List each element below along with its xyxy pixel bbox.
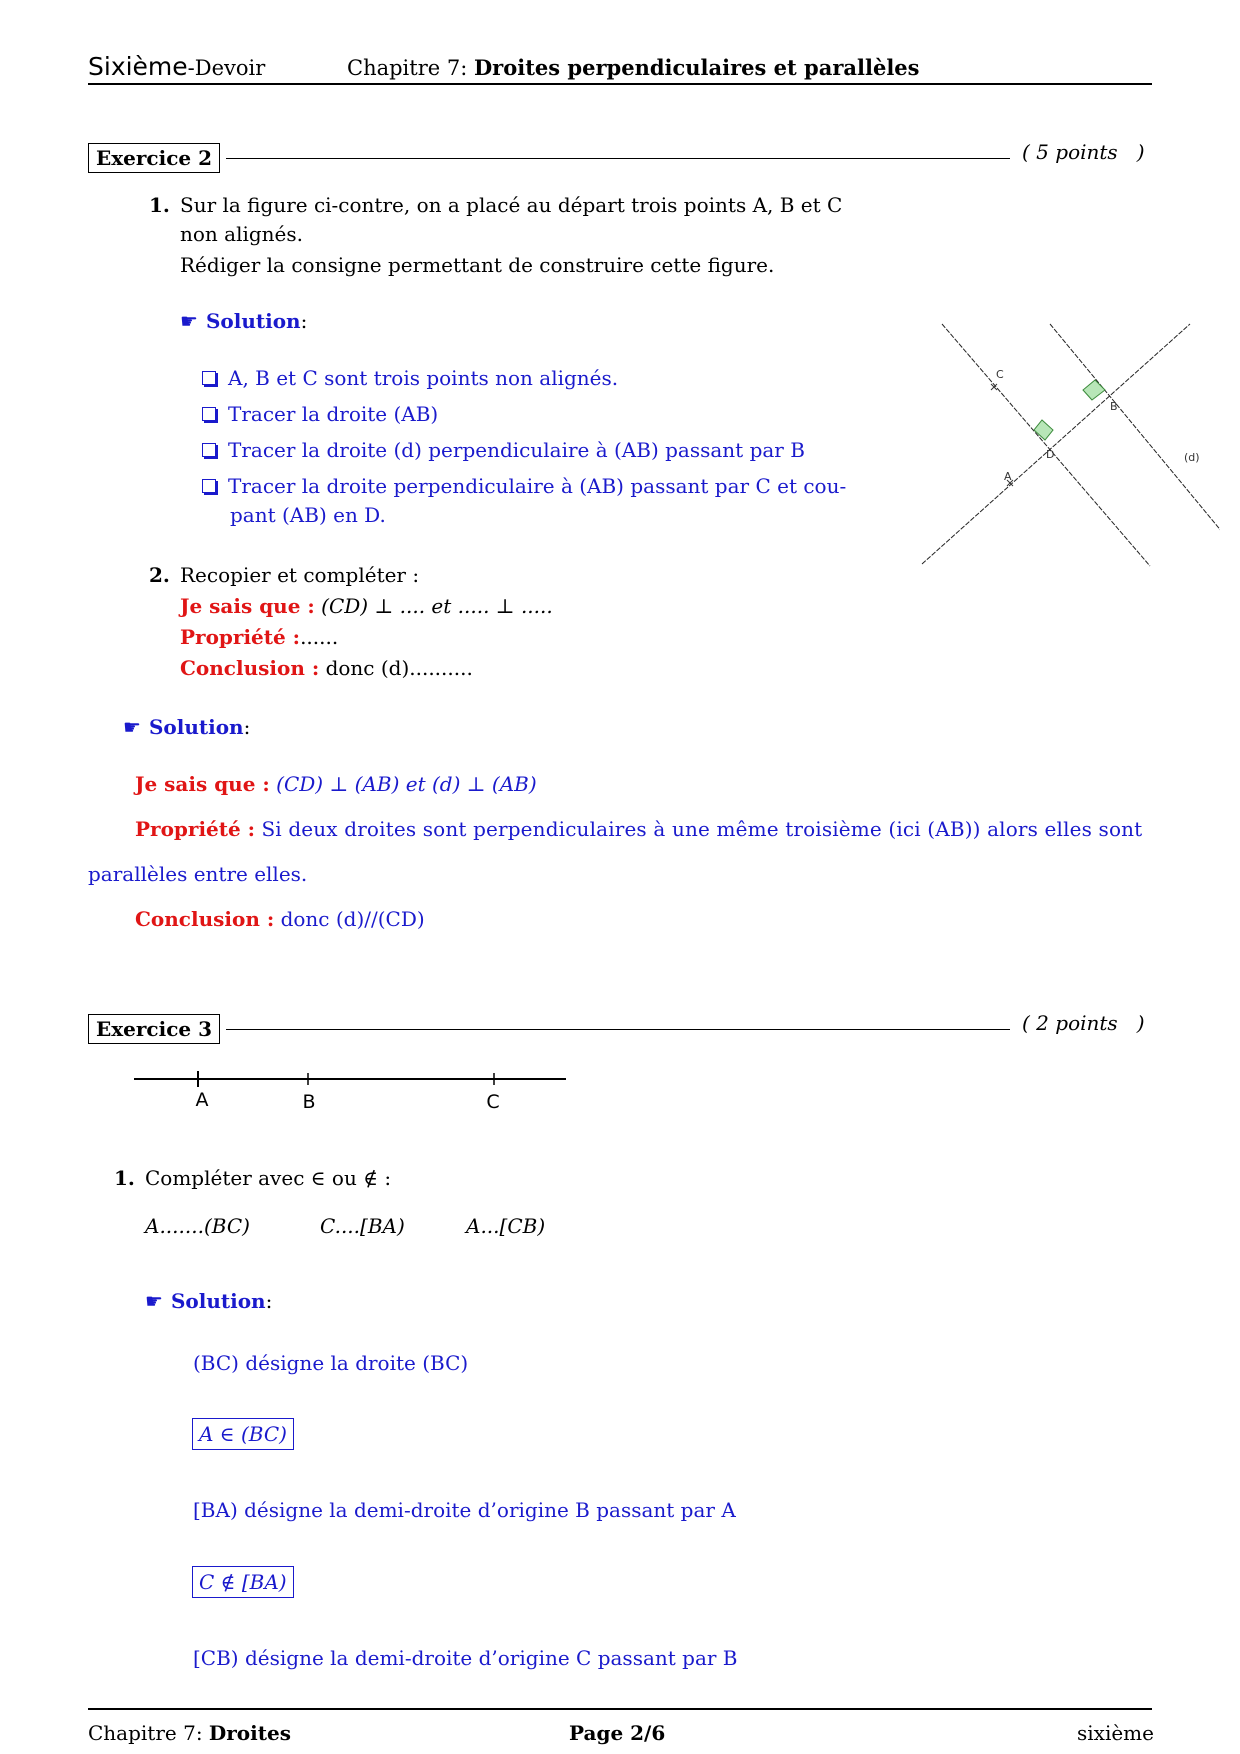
checkbox-bullet-icon xyxy=(202,443,216,457)
ex2-q1-line2: non alignés. xyxy=(180,222,304,246)
header-chapter: Chapitre 7: xyxy=(347,56,474,80)
ex3-solution-header: ☛ Solution: xyxy=(145,1289,273,1313)
pointing-hand-icon: ☛ xyxy=(145,1289,163,1313)
ex2-solution-item-1: A, B et C sont trois points non alignés. xyxy=(202,366,618,390)
ex3-fill-1: A.......(BC) xyxy=(145,1214,250,1238)
ex2-sol2-prop-cont: parallèles entre elles. xyxy=(88,862,308,886)
ex3-fill-3: A...[CB) xyxy=(466,1214,546,1238)
ex3-answer-box-1: A ∈ (BC) xyxy=(192,1418,294,1450)
ex2-q1-line1: Sur la figure ci-contre, on a placé au départ trois points A, B et C xyxy=(180,193,843,217)
ex2-q2-conc: Conclusion : donc (d).......... xyxy=(180,656,473,680)
ex2-q1-line3: Rédiger la consigne permettant de construire cette figure. xyxy=(180,253,775,277)
ex3-solution-2: [BA) désigne la demi-droite d’origine B passant par A xyxy=(193,1498,736,1522)
header-left xyxy=(88,52,265,81)
ex2-sol2-conc: Conclusion : donc (d)//(CD) xyxy=(135,907,425,931)
construction-figure xyxy=(900,310,1220,570)
ex3-answer-box-2: C ∉ [BA) xyxy=(192,1566,294,1598)
exercise-2-points: ( 5 points ) xyxy=(1022,140,1145,164)
ex2-sol2-prop: Propriété : Si deux droites sont perpendiculaires à une même troisième (ici (AB)) alors elles sont xyxy=(135,817,1143,841)
header-doc-type: -Devoir xyxy=(187,56,266,80)
header-title: Droites perpendiculaires et parallèles xyxy=(473,55,920,80)
header-center xyxy=(347,55,920,80)
ex3-q1-number: 1. xyxy=(114,1166,135,1190)
pointing-hand-icon: ☛ xyxy=(180,309,198,333)
checkbox-bullet-icon xyxy=(202,407,216,421)
right-angle-marker-b xyxy=(1083,380,1105,400)
exercise-2-title: Exercice 2 xyxy=(88,143,220,173)
ex3-q1-line: Compléter avec ∈ ou ∉ : xyxy=(145,1166,392,1190)
checkbox-bullet-icon xyxy=(202,371,216,385)
pointing-hand-icon: ☛ xyxy=(123,715,141,739)
exercise-3-title: Exercice 3 xyxy=(88,1014,220,1044)
ex2-solution-item-2: Tracer la droite (AB) xyxy=(202,402,438,426)
point-label-a: A xyxy=(195,1089,209,1111)
figure-label-a: A xyxy=(1004,470,1012,483)
ex2-q2-line: Recopier et compléter : xyxy=(180,563,420,587)
point-label-c: C xyxy=(486,1091,500,1112)
line-cd xyxy=(942,324,1150,566)
number-line-figure xyxy=(130,1062,570,1112)
figure-label-line-d: (d) xyxy=(1184,451,1200,464)
ex2-q2-number: 2. xyxy=(149,563,170,587)
right-angle-marker-d xyxy=(1034,420,1053,440)
exercise-3-rule xyxy=(226,1029,1010,1030)
line-d xyxy=(1050,324,1220,556)
ex2-solution-item-4: Tracer la droite perpendiculaire à (AB) passant par C et cou- xyxy=(202,474,846,498)
exercise-3-points: ( 2 points ) xyxy=(1022,1011,1145,1035)
ex3-solution-1: (BC) désigne la droite (BC) xyxy=(193,1351,469,1375)
point-label-b: B xyxy=(302,1091,316,1112)
footer-right: sixième xyxy=(1077,1721,1154,1745)
footer-page-number: Page 2/6 xyxy=(569,1721,666,1745)
figure-label-d: D xyxy=(1046,448,1055,461)
ex3-solution-3: [CB) désigne la demi-droite d’origine C passant par B xyxy=(193,1646,738,1670)
ex2-q2-solution-header: ☛ Solution: xyxy=(123,715,251,739)
header-level: Sixième xyxy=(88,52,188,81)
figure-label-c: C xyxy=(996,368,1004,381)
footer-left: Chapitre 7: Droites xyxy=(88,1721,291,1745)
figure-label-b: B xyxy=(1110,400,1118,413)
ex2-q1-solution-header: ☛ Solution: xyxy=(180,309,308,333)
ex2-q2-prop: Propriété :...... xyxy=(180,625,339,649)
ex2-sol2-jsq: Je sais que : (CD) ⊥ (AB) et (d) ⊥ (AB) xyxy=(135,772,537,796)
ex2-solution-item-3: Tracer la droite (d) perpendiculaire à (AB) passant par B xyxy=(202,438,805,462)
footer-rule xyxy=(88,1708,1152,1710)
ex2-q1-number: 1. xyxy=(149,193,170,217)
ex3-fill-2: C....[BA) xyxy=(320,1214,405,1238)
header-rule xyxy=(88,83,1152,85)
exercise-2-rule xyxy=(226,158,1010,159)
checkbox-bullet-icon xyxy=(202,479,216,493)
ex2-solution-item-4-cont: pant (AB) en D. xyxy=(230,503,386,527)
ex2-q2-jsq: Je sais que : (CD) ⊥ .... et ..... ⊥ ..... xyxy=(180,594,553,618)
